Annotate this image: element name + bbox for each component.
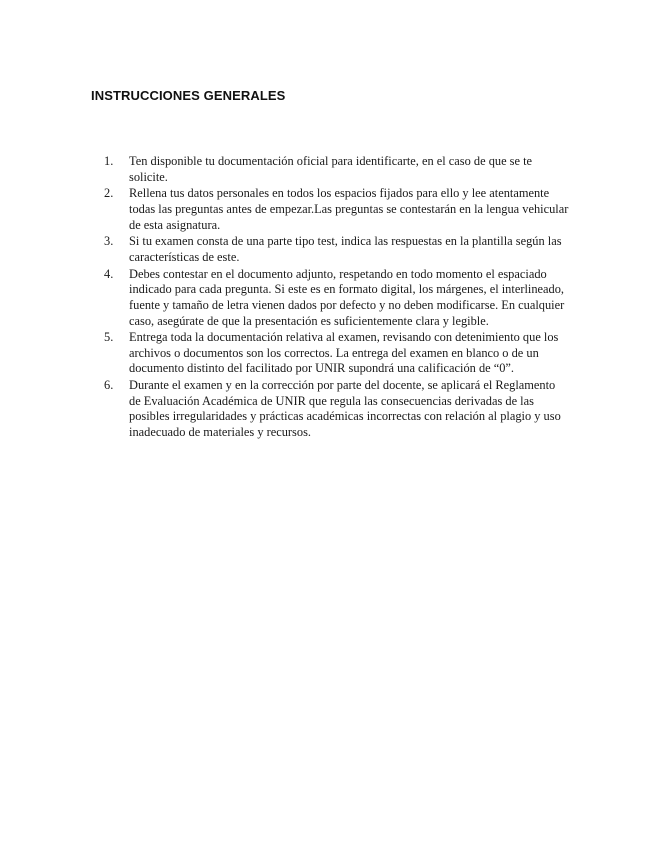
instructions-list [100,154,570,442]
instruction-text: Durante el examen y en la corrección por parte del docente, se aplicará el Reglamento de Evaluación Académica de UNIR que regula las consecuencias derivadas de las posibles irregularidades y prácticas académicas incorrectas con relación al plagio y uso inadecuado de materiales y recursos. [129,378,561,440]
instruction-text: Rellena tus datos personales en todos los espacios fijados para ello y lee atentamente todas las preguntas antes de empezar.Las preguntas se contestarán en la lengua vehicular de esta asignatura. [129,186,569,232]
page-title: INSTRUCCIONES GENERALES [91,88,286,103]
instruction-text: Ten disponible tu documentación oficial para identificarte, en el caso de que se te solicite. [129,154,533,184]
instruction-item-2 [100,186,570,233]
instruction-item-3 [100,234,570,265]
instruction-text: Entrega toda la documentación relativa al examen, revisando con detenimiento que los archivos o documentos son los correctos. La entrega del examen en blanco o de un documento distinto del facilitado por UNIR supondrá una calificación de “0”. [129,330,559,376]
instruction-number: 1. [104,154,114,168]
instruction-number: 4. [104,266,114,281]
instruction-number: 2. [104,186,114,201]
instruction-number: 5. [104,330,114,345]
instruction-number: 6. [104,378,114,393]
instruction-number: 3. [104,234,114,249]
instruction-item-5 [100,330,570,377]
instruction-item-1 [100,154,570,185]
instruction-text: Si tu examen consta de una parte tipo test, indica las respuestas en la plantilla según las características de este. [129,234,562,264]
instruction-item-6 [100,378,570,440]
instruction-item-4 [100,267,570,329]
instruction-text: Debes contestar en el documento adjunto, respetando en todo momento el espaciado indicado para cada pregunta. Si este es en formato digital, los márgenes, el interlineado, fuente y tamaño de letra vienen dados por defecto y no deben modificarse. En cualquier caso, asegúrate de que la presentación es suficientemente clara y legible. [129,266,565,328]
